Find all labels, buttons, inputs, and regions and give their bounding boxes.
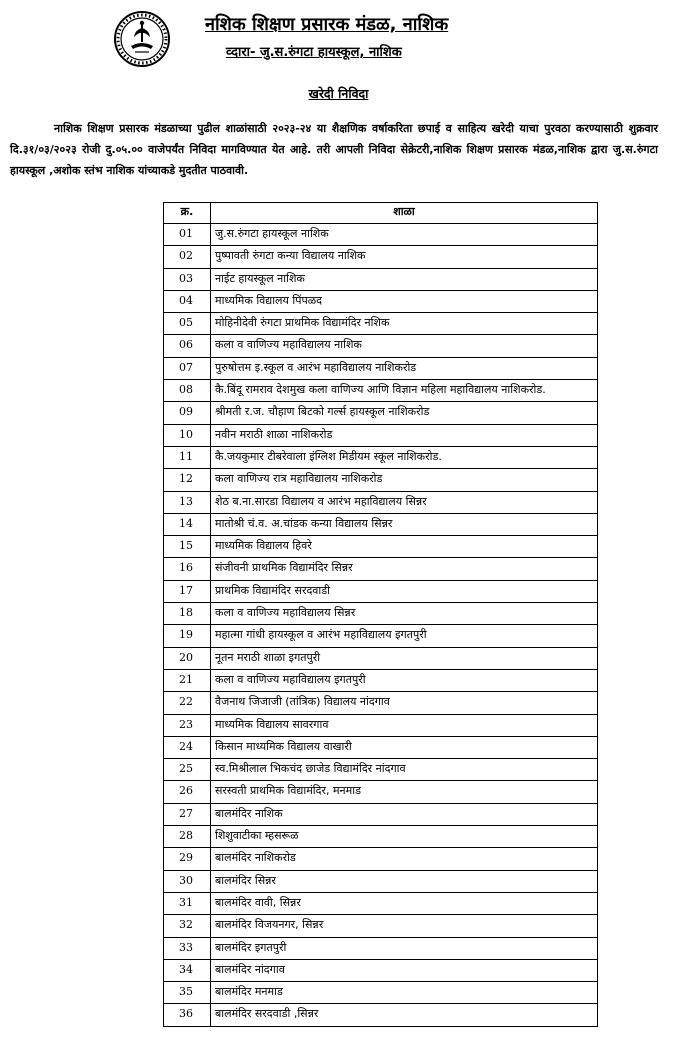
document-title: खरेदी निविदा: [308, 86, 369, 101]
table-row: [164, 870, 598, 892]
row-school-name: कला वाणिज्य रात्र महाविद्यालय नाशिकरोड: [211, 469, 598, 491]
row-serial-number: 16: [164, 558, 211, 580]
row-school-name: प्राथमिक विद्यामंदिर सरदवाडी: [211, 580, 598, 602]
row-school-name: मोहिनीदेवी रुंगटा प्राथमिक विद्यामंदिर नशिक: [211, 313, 598, 335]
row-serial-number: 10: [164, 424, 211, 446]
row-school-name: कै.बिंदू रामराव देशमुख कला वाणिज्य आणि विज्ञान महिला महाविद्यालय नाशिकरोड.: [211, 380, 598, 402]
organization-via: व्दारा- जु.स.रुंगटा हायस्कूल, नाशिक: [226, 45, 402, 60]
row-school-name: महात्मा गांधी हायस्कूल व आरंभ महाविद्यालय इगतपुरी: [211, 625, 598, 647]
row-serial-number: 36: [164, 1004, 211, 1026]
row-serial-number: 31: [164, 892, 211, 914]
table-row: [164, 268, 598, 290]
row-school-name: पुष्पावती रुंगटा कन्या विद्यालय नाशिक: [211, 246, 598, 268]
row-school-name: बालमंदिर वावी, सिन्नर: [211, 892, 598, 914]
table-row: [164, 558, 598, 580]
row-serial-number: 19: [164, 625, 211, 647]
table-row: [164, 915, 598, 937]
table-row: [164, 692, 598, 714]
row-school-name: कै.जयकुमार टीबरेवाला इंग्लिश मिडीयम स्कूल नाशिकरोड.: [211, 446, 598, 468]
row-serial-number: 35: [164, 982, 211, 1004]
table-row: [164, 937, 598, 959]
row-serial-number: 06: [164, 335, 211, 357]
row-school-name: शेठ ब.ना.सारडा विद्यालय व आरंभ महाविद्यालय सिन्नर: [211, 491, 598, 513]
row-school-name: कला व वाणिज्य महाविद्यालय इगतपुरी: [211, 669, 598, 691]
row-school-name: कला व वाणिज्य महाविद्यालय सिन्नर: [211, 603, 598, 625]
table-row: [164, 759, 598, 781]
table-row: [164, 803, 598, 825]
row-serial-number: 29: [164, 848, 211, 870]
row-serial-number: 20: [164, 647, 211, 669]
row-school-name: बालमंदिर इगतपुरी: [211, 937, 598, 959]
row-serial-number: 17: [164, 580, 211, 602]
table-row: [164, 513, 598, 535]
row-serial-number: 04: [164, 290, 211, 312]
row-school-name: नवीन मराठी शाळा नाशिकरोड: [211, 424, 598, 446]
row-school-name: स्व.मिश्रीलाल भिकचंद छाजेड विद्यामंदिर नांदगाव: [211, 759, 598, 781]
table-row: [164, 313, 598, 335]
row-serial-number: 13: [164, 491, 211, 513]
row-school-name: नाईट हायस्कूल नाशिक: [211, 268, 598, 290]
table-row: [164, 848, 598, 870]
row-serial-number: 27: [164, 803, 211, 825]
row-serial-number: 23: [164, 714, 211, 736]
letterhead: [0, 0, 677, 80]
notice-paragraph: नाशिक शिक्षण प्रसारक मंडळाच्या पुढील शाळांसाठी २०२३-२४ या शैक्षणिक वर्षाकरिता छपाई व साहित्य खरेदी याचा पुरवठा करण्यासाठी शुक्रवार दि.३१/०३/२०२३ रोजी दु.०५.०० वाजेपर्यंत निविदा मागविण्यात येत आहे. तरी आपली निविदा सेक्रेटरी,नाशिक शिक्षण प्रसारक मंडळ,नाशिक द्वारा जु.स.रुंगटा हायस्कूल ,अशोक स्तंभ नाशिक यांच्याकडे मुदतीत पाठवावी.: [10, 122, 658, 177]
schools-table: [163, 202, 598, 1027]
row-school-name: माध्यमिक विद्यालय सावरगाव: [211, 714, 598, 736]
table-row: [164, 536, 598, 558]
row-serial-number: 24: [164, 736, 211, 758]
row-school-name: बालमंदिर नाशिक: [211, 803, 598, 825]
header-serial-number: क्र.: [164, 203, 211, 224]
table-row: [164, 982, 598, 1004]
table-row: [164, 424, 598, 446]
table-row: [164, 491, 598, 513]
organization-name: नशिक शिक्षण प्रसारक मंडळ, नाशिक: [205, 14, 449, 35]
table-row: [164, 892, 598, 914]
row-serial-number: 15: [164, 536, 211, 558]
table-row: [164, 402, 598, 424]
row-serial-number: 25: [164, 759, 211, 781]
row-school-name: किसान माध्यमिक विद्यालय वाखारी: [211, 736, 598, 758]
row-serial-number: 34: [164, 959, 211, 981]
table-row: [164, 290, 598, 312]
row-serial-number: 11: [164, 446, 211, 468]
table-row: [164, 380, 598, 402]
table-row: [164, 826, 598, 848]
row-school-name: संजीवनी प्राथमिक विद्यामंदिर सिन्नर: [211, 558, 598, 580]
table-row: [164, 625, 598, 647]
organization-logo: [113, 10, 171, 68]
row-serial-number: 32: [164, 915, 211, 937]
row-serial-number: 26: [164, 781, 211, 803]
row-school-name: माध्यमिक विद्यालय हिवरे: [211, 536, 598, 558]
row-school-name: बालमंदिर नाशिकरोड: [211, 848, 598, 870]
row-school-name: बालमंदिर मनमाड: [211, 982, 598, 1004]
table-row: [164, 580, 598, 602]
row-serial-number: 02: [164, 246, 211, 268]
table-row: [164, 224, 598, 246]
row-school-name: श्रीमती र.ज. चौहाण बिटको गर्ल्स हायस्कूल नाशिकरोड: [211, 402, 598, 424]
row-school-name: पुरुषोत्तम इ.स्कूल व आरंभ महाविद्यालय नाशिकरोड: [211, 357, 598, 379]
row-school-name: नूतन मराठी शाळा इगतपुरी: [211, 647, 598, 669]
row-school-name: शिशुवाटीका म्हसरूळ: [211, 826, 598, 848]
row-school-name: सरस्वती प्राथमिक विद्यामंदिर, मनमाड: [211, 781, 598, 803]
table-row: [164, 714, 598, 736]
table-row: [164, 647, 598, 669]
table-row: [164, 335, 598, 357]
row-school-name: बालमंदिर नांदगाव: [211, 959, 598, 981]
row-school-name: मातोश्री चं.व. अ.चांडक कन्या विद्यालय सिन्नर: [211, 513, 598, 535]
table-row: [164, 781, 598, 803]
header-school: शाळा: [211, 203, 598, 224]
table-row: [164, 959, 598, 981]
row-school-name: कला व वाणिज्य महाविद्यालय नाशिक: [211, 335, 598, 357]
row-serial-number: 09: [164, 402, 211, 424]
table-row: [164, 357, 598, 379]
row-school-name: बालमंदिर विजयनगर, सिन्नर: [211, 915, 598, 937]
row-school-name: जु.स.रुंगटा हायस्कूल नाशिक: [211, 224, 598, 246]
table-row: [164, 736, 598, 758]
table-row: [164, 446, 598, 468]
table-row: [164, 246, 598, 268]
table-row: [164, 603, 598, 625]
row-serial-number: 14: [164, 513, 211, 535]
row-serial-number: 33: [164, 937, 211, 959]
row-school-name: माध्यमिक विद्यालय पिंपळद: [211, 290, 598, 312]
row-serial-number: 12: [164, 469, 211, 491]
row-serial-number: 18: [164, 603, 211, 625]
table-row: [164, 469, 598, 491]
row-serial-number: 01: [164, 224, 211, 246]
table-header-row: [164, 203, 598, 224]
table-row: [164, 1004, 598, 1026]
row-serial-number: 30: [164, 870, 211, 892]
row-serial-number: 03: [164, 268, 211, 290]
row-serial-number: 05: [164, 313, 211, 335]
row-serial-number: 08: [164, 380, 211, 402]
row-serial-number: 07: [164, 357, 211, 379]
row-school-name: बालमंदिर सिन्नर: [211, 870, 598, 892]
table-row: [164, 669, 598, 691]
row-serial-number: 22: [164, 692, 211, 714]
row-serial-number: 28: [164, 826, 211, 848]
row-school-name: वैजनाथ जिजाजी (तांत्रिक) विद्यालय नांदगाव: [211, 692, 598, 714]
row-school-name: बालमंदिर सरदवाडी ,सिन्नर: [211, 1004, 598, 1026]
row-serial-number: 21: [164, 669, 211, 691]
